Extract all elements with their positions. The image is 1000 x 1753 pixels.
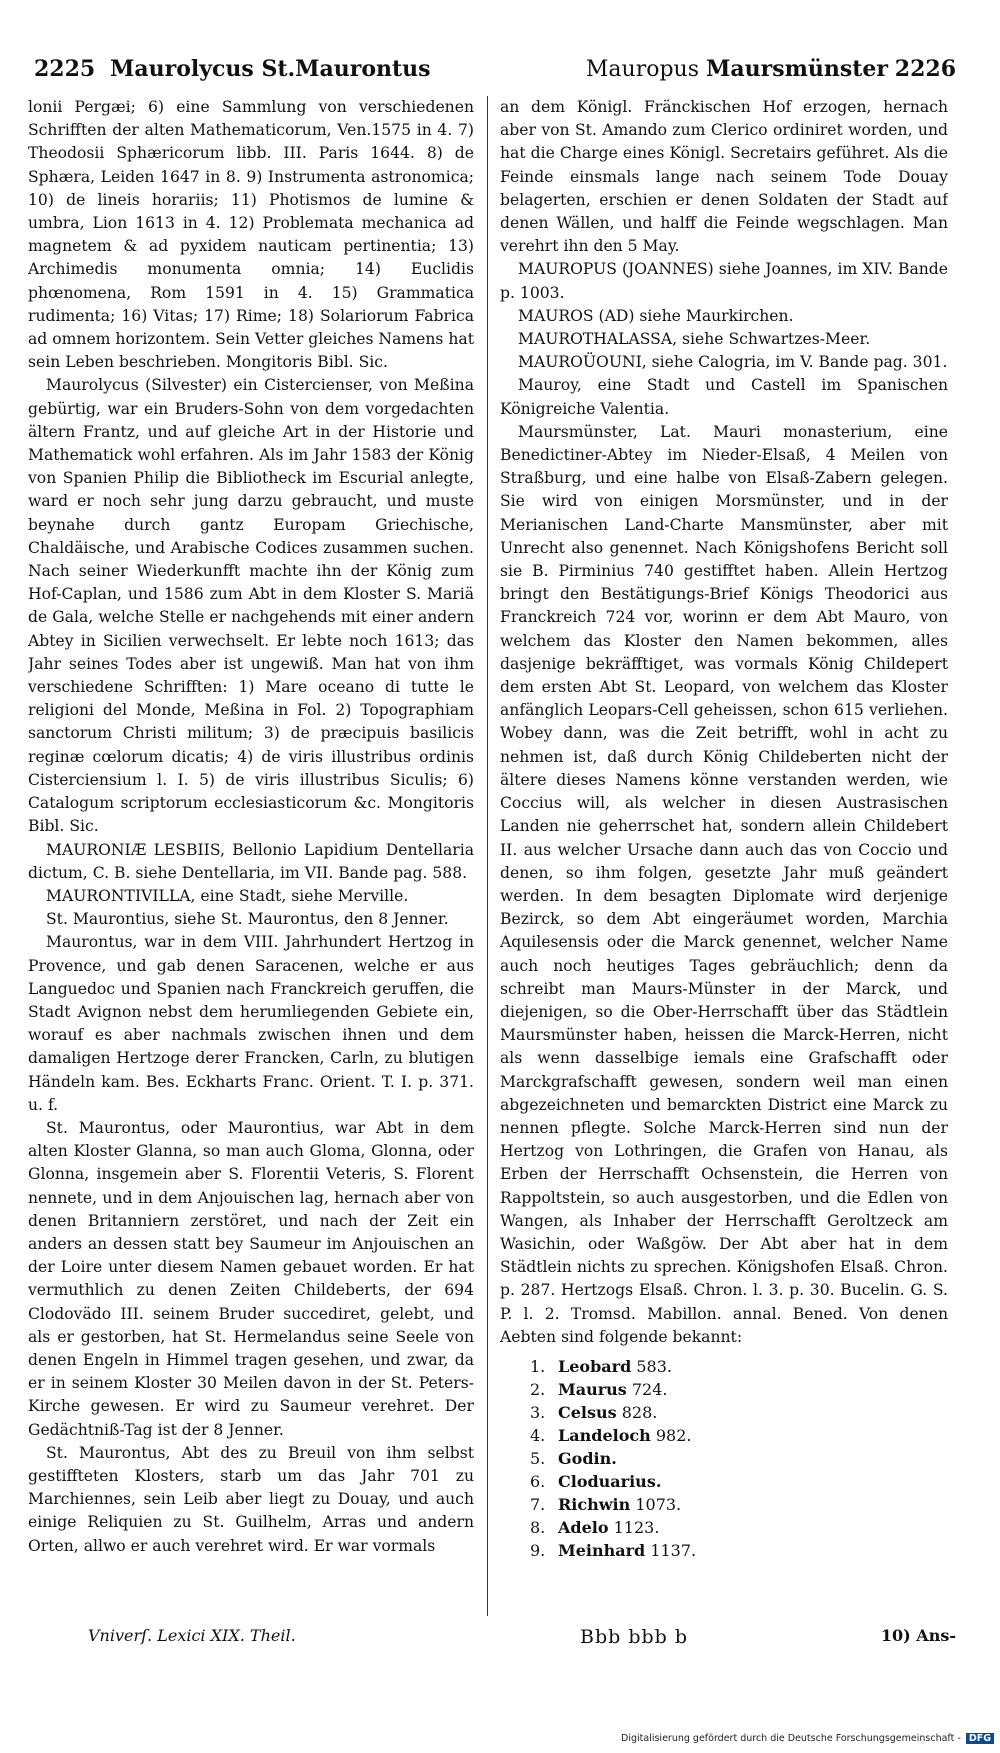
entry-paragraph: MAUROS (AD) siehe Maurkirchen. bbox=[518, 306, 794, 325]
entry-paragraph: lonii Pergæi; 6) eine Sammlung von verschiedenen Schrifften der alten Mathematicorum, Ven.1575 in 4. 7) Theodosii Sphæricorum libb. III. Paris 1644. 8) de Sphæra, Leiden 1647 in 8. 9) Instrumenta astronomica; 10) de lineis horariis; 11) Photismos de lumine & umbra, Lion 1613 in 4. 12) Problemata mechanica ad magnetem & ad pyxidem nauticam pertinentia; 13) Archimedis monumenta omnia; 14) Euclidis phœnomena, Rom 1591 in 4. 15) Grammatica rudimenta; 16) Vitas; 17) Rime; 18) Solariorum Fabrica ad omnem horizontem. Sein Vetter gleiches Namens hat sein Leben beschrieben. Mongitoris Bibl. Sic. bbox=[28, 98, 474, 372]
entry-paragraph: Mauroy, eine Stadt und Castell im Spanischen Königreiche Valentia. bbox=[500, 376, 948, 418]
running-head-right-bold: Maursmünster bbox=[706, 56, 888, 82]
right-column bbox=[500, 96, 948, 1621]
abbot-year: 1137. bbox=[650, 1540, 697, 1560]
abbot-number: 9. bbox=[530, 1540, 546, 1560]
abbot-number: 2. bbox=[530, 1379, 546, 1399]
entry-paragraph: an dem Königl. Fränckischen Hof erzogen, hernach aber von St. Amando zum Clerico ordiniret worden, und hat die Charge eines Königl. Secretairs geführet. Als die Feinde einsmals lange nach seinem Tode Douay belagerten, erschien er denen Soldaten der Stadt auf denen Wällen, und halff die Feinde wegschlagen. Man verehrt ihn den 5 May. bbox=[500, 98, 948, 256]
abbot-list bbox=[530, 1355, 948, 1562]
running-head-left: Maurolycus St.Maurontus bbox=[110, 56, 431, 82]
abbot-item bbox=[530, 1378, 948, 1401]
volume-footer: Vniverſ. Lexici XIX. Theil. bbox=[88, 1626, 296, 1645]
abbot-item bbox=[530, 1401, 948, 1424]
entry-paragraph: Maurolycus (Silvester) ein Cistercienser, von Meßina gebürtig, war ein Bruders-Sohn von dem vorgedachten ältern Frantz, und auf gleiche Art in der Historie und Mathematick wohl erfahren. Als im Jahr 1583 der König von Spanien Philip die Bibliotheck im Escurial anlegte, ward er noch sehr jung darzu gebraucht, und muste beynahe durch gantz Europam Griechische, Chaldäische, und Arabische Codices zusammen suchen. Nach seiner Wiederkunfft machte ihn der König zum Hof-Caplan, und 1586 zum Abt in dem Kloster S. Mariä de Gala, welche Stelle er nachgehends mit einer andern Abtey in Sicilien verwechselt. Er lebte noch 1613; das Jahr seines Todes aber ist ungewiß. Man hat von ihm verschiedene Schrifften: 1) Mare oceano di tutte le religioni del Monde, Meßina in Fol. 2) Topographiam sanctorum Christi militum; 3) de præcipuis basilicis reginæ cœlorum dicatis; 4) de viris illustribus ordinis Cisterciensium l. I. 5) de viris illustribus Siculis; 6) Catalogum scriptorum ecclesiasticorum &c. Mongitoris Bibl. Sic. bbox=[28, 376, 474, 836]
entry-paragraph: MAUROPUS (JOANNES) siehe Joannes, im XIV. Bande p. 1003. bbox=[500, 260, 948, 302]
abbot-number: 1. bbox=[530, 1356, 546, 1376]
abbot-year: 724. bbox=[631, 1379, 668, 1399]
abbot-name: Godin. bbox=[558, 1448, 617, 1468]
entry-paragraph: MAUROÜOUNI, siehe Calogria, im V. Bande pag. 301. bbox=[518, 353, 948, 372]
abbot-name: Celsus bbox=[558, 1402, 617, 1422]
abbot-item bbox=[530, 1493, 948, 1516]
abbot-item bbox=[530, 1470, 948, 1493]
abbot-name: Landeloch bbox=[558, 1425, 651, 1445]
abbot-year: 1073. bbox=[635, 1494, 682, 1514]
entry-paragraph: St. Maurontus, Abt des zu Breuil von ihm selbst gestiffteten Klosters, starb um das Jahr 701 zu Marchiennes, sein Leib aber liegt zu Douay, und auch einige Reliquien zu St. Guilhelm, Arras und andern Orten, allwo er auch verehret wird. Er war vormals bbox=[28, 1443, 474, 1555]
dfg-logo-badge: DFG bbox=[966, 1733, 994, 1744]
digitization-credit bbox=[621, 1733, 994, 1744]
entry-paragraph: Maursmünster, Lat. Mauri monasterium, eine Benedictiner-Abtey im Nieder-Elsaß, 4 Meilen von Straßburg, und eine halbe von Elsaß-Zabern gelegen. Sie wird von einigen Morsmünster, und in der Merianischen Land-Charte Mansmünster, aber mit Unrecht also genennet. Nach Königshofens Bericht soll sie B. Pirminius 740 gestifftet haben. Allein Hertzog bringt den Bestätigungs-Brief Königs Theodorici aus Franckreich 724 vor, worinn er dem Abt Mauro, von welchem das Kloster den Namen bekommen, alles dasjenige bekräfftiget, was vormals König Childepert dem ersten Abt St. Leopard, von welchem das Kloster anfänglich Leopars-Cell geheissen, schon 615 verliehen. Wobey dann, was die Zeit betrifft, wohl in acht zu nehmen ist, daß durch König Childeberten nicht der ältere dieses Namens könne verstanden werden, wie Coccius will, als welcher in diesen Austrasischen Landen nie geherrschet hat, sondern allein Childebert II. aus welcher Ursache dann auch das von Coccio und denen, so ihm folgen, gesetzte Jahr muß geändert werden. In dem besagten Diplomate wird derjenige Bezirck, so dem Abt eingeräumet worden, Marchia Aquilesensis oder die Marck genennet, welcher Name auch noch heutiges Tages gebräuchlich; denn da schreibt man Maurs-Münster in der Marck, und diejenigen, so die Ober-Herrschafft über das Städtlein Maursmünster haben, heissen die Marck-Herren, nicht als wenn dasselbige iemals eine Grafschafft oder Marckgrafschafft gewesen, sondern weil man einen abgezeichneten und bemarckten District eine Marck zu nennen pflegte. Solche Marck-Herren sind nun der Hertzog von Lothringen, die Grafen von Hanau, als Erben der Herrschafft Ochsenstein, die Herren von Rappoltstein, so auch ausgestorben, und die Edlen von Wangen, als Inhaber der Herrschafft Geroltzeck am Wasichin, oder Waßgöw. Der Abt aber hat in dem Städtlein nichts zu sprechen. Königshofen Elsaß. Chron. p. 287. Hertzogs Elsaß. Chron. l. 3. p. 30. Bucelin. G. S. P. l. 2. Tromsd. Mabillon. annal. Bened. Von denen Aebten sind folgende bekannt: bbox=[500, 422, 948, 1346]
abbot-number: 4. bbox=[530, 1425, 546, 1445]
entry-paragraph: St. Maurontius, siehe St. Maurontus, den 8 Jenner. bbox=[46, 910, 449, 929]
abbot-item bbox=[530, 1516, 948, 1539]
entry-paragraph: Maurontus, war in dem VIII. Jahrhundert Hertzog in Provence, und gab denen Saracenen, welche er aus Languedoc und Spanien nach Franckreich geruffen, die Stadt Avignon nebst dem herumliegenden Gebiete ein, worauf es aber nachmals zwischen ihnen und dem damaligen Hertzoge derer Francken, Carln, zu blutigen Händeln kam. Bes. Eckharts Franc. Orient. T. I. p. 371. u. f. bbox=[28, 933, 474, 1114]
abbot-number: 3. bbox=[530, 1402, 546, 1422]
abbot-item bbox=[530, 1539, 948, 1562]
abbot-number: 5. bbox=[530, 1448, 546, 1468]
running-head-right-plain: Mauropus bbox=[585, 57, 700, 82]
abbot-name: Cloduarius. bbox=[558, 1471, 662, 1491]
abbot-number: 6. bbox=[530, 1471, 546, 1491]
abbot-item bbox=[530, 1447, 948, 1470]
abbot-name: Leobard bbox=[558, 1356, 632, 1376]
abbot-number: 8. bbox=[530, 1517, 546, 1537]
abbot-item bbox=[530, 1355, 948, 1378]
credit-text: Digitalisierung gefördert durch die Deutsche Forschungsgemeinschaft - bbox=[621, 1733, 961, 1744]
running-head-right bbox=[586, 56, 888, 82]
abbot-name: Richwin bbox=[558, 1494, 631, 1514]
catchword: 10) Ans- bbox=[880, 1626, 956, 1645]
page-number-left: 2225 bbox=[34, 56, 96, 82]
entry-paragraph: St. Maurontus, oder Maurontius, war Abt in dem alten Kloster Glanna, so man auch Gloma, Glonna, oder Glonna, insgemein aber S. Florentii Veteris, S. Florent nennete, und in dem Anjouischen lag, hernach aber von denen Britanniern zerstöret, und nach der Zeit ein anders an dessen statt bey Saumeur im Anjouischen an der Loire unter diesem Namen gebauet worden. Er hat vermuthlich zu denen Zeiten Childeberts, der 694 Clodovädo III. seinem Bruder succediret, gelebt, und als er gestorben, hat St. Hermelandus seine Seele von denen Engeln in Himmel tragen gesehen, und zwar, da er in seinem Kloster 30 Meilen davon in der St. Peters-Kirche gewesen. Er wird zu Saumeur verehret. Der Gedächtniß-Tag ist der 8 Jenner. bbox=[28, 1118, 474, 1439]
abbot-year: 1123. bbox=[613, 1517, 660, 1537]
abbot-year: 583. bbox=[636, 1356, 672, 1376]
abbot-year: 828. bbox=[621, 1402, 658, 1422]
left-column bbox=[28, 96, 474, 1621]
abbot-name: Adelo bbox=[558, 1517, 609, 1537]
abbot-item bbox=[530, 1424, 948, 1447]
abbot-name: Maurus bbox=[558, 1379, 627, 1399]
abbot-number: 7. bbox=[530, 1494, 546, 1514]
abbot-name: Meinhard bbox=[558, 1540, 646, 1560]
entry-paragraph: MAURONTIVILLA, eine Stadt, siehe Merville. bbox=[46, 886, 409, 905]
column-divider bbox=[487, 96, 488, 1616]
entry-paragraph: MAURONIÆ LESBIIS, Bellonio Lapidium Dentellaria dictum, C. B. siehe Dentellaria, im VII. Bande pag. 588. bbox=[28, 840, 474, 882]
entry-paragraph: MAUROTHALASSA, siehe Schwartzes-Meer. bbox=[518, 330, 871, 349]
page-number-right: 2226 bbox=[894, 56, 956, 82]
printer-signature: Bbb bbb b bbox=[580, 1626, 689, 1648]
abbot-year: 982. bbox=[655, 1425, 692, 1445]
